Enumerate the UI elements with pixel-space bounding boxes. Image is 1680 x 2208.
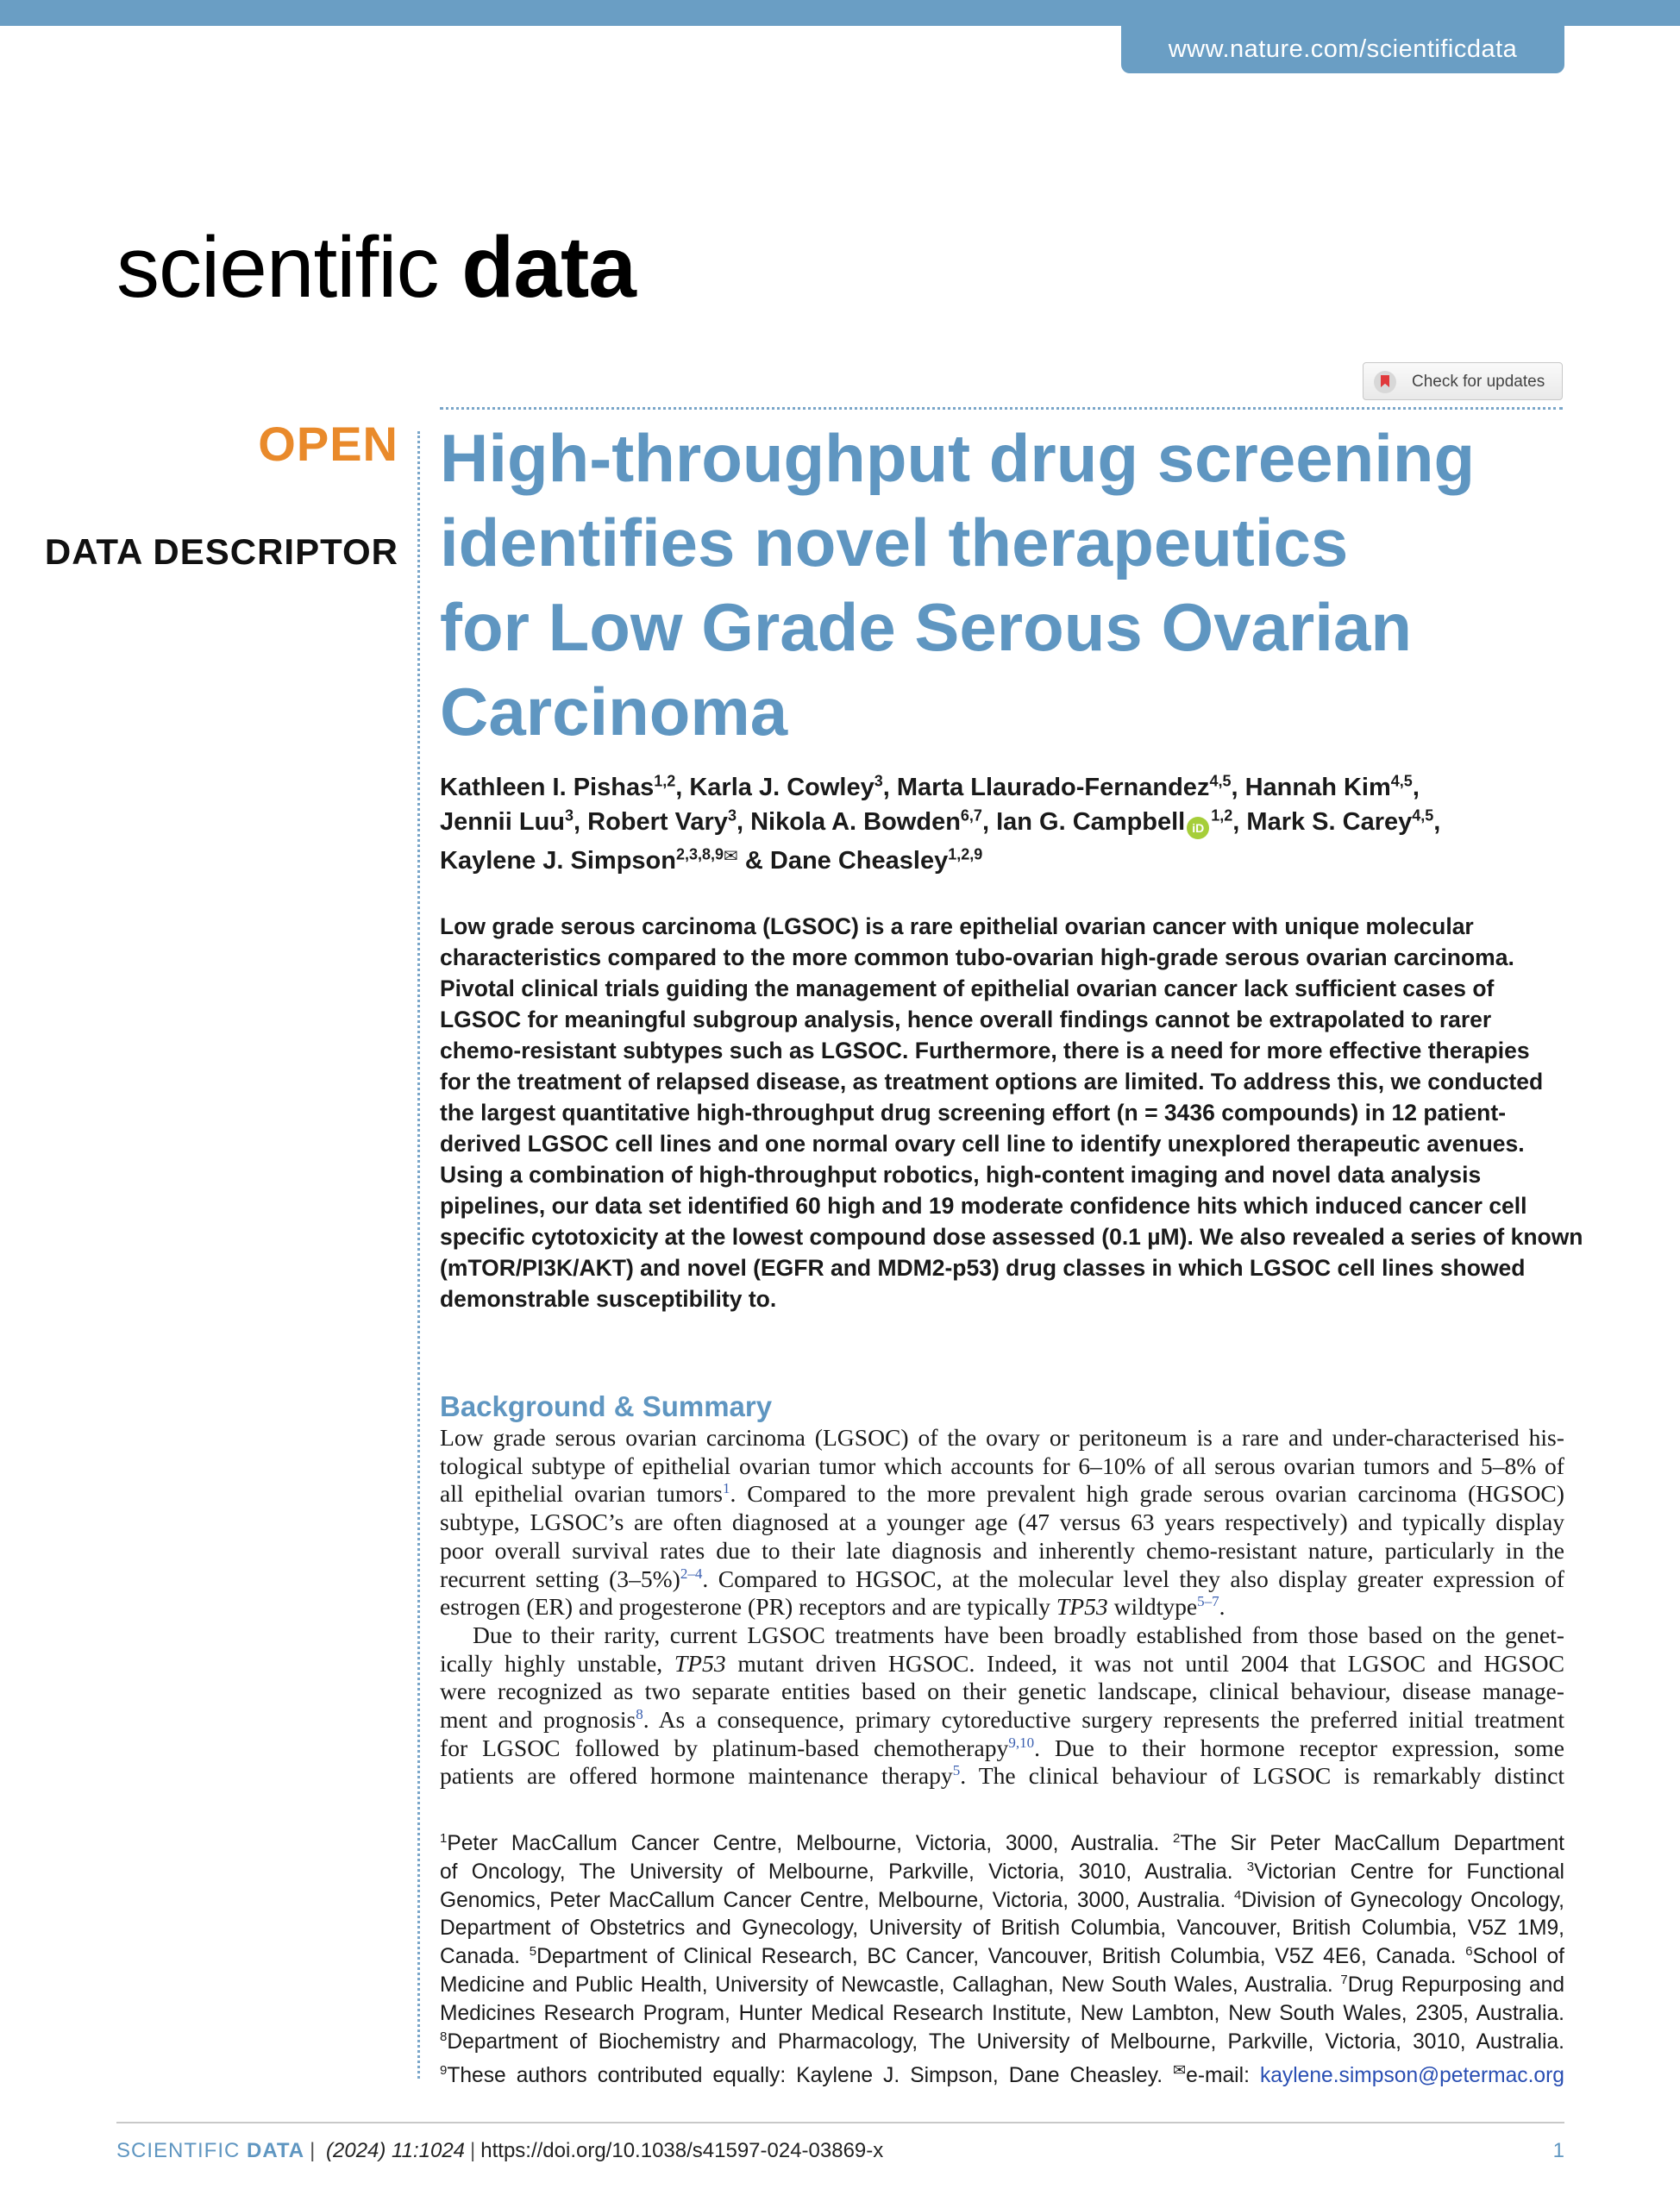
title-line: identifies novel therapeutics <box>440 505 1349 580</box>
author-name[interactable]: Kathleen I. Pishas <box>440 774 655 801</box>
body-line: subtype, LGSOC’s are often diagnosed at a younger age (47 versus 63 years respectively) and typically display <box>440 1509 1564 1536</box>
affiliations <box>440 1830 1564 2091</box>
body-line: Low grade serous ovarian carcinoma (LGSOC) of the ovary or peritoneum is a rare and under-characterised his- <box>440 1424 1564 1451</box>
check-for-updates-label: Check for updates <box>1412 373 1545 391</box>
footer: SCIENTIFIC DATA | (2024) 11:1024 | https://doi.org/10.1038/s41597-024-03869-x 1 <box>116 2136 1564 2166</box>
author-list <box>440 770 1578 878</box>
author-name[interactable]: Dane Cheasley <box>769 847 949 875</box>
citation-link[interactable]: 8 <box>636 1705 643 1722</box>
author-affil: 3 <box>874 772 883 790</box>
affil-line: of Oncology, The University of Melbourne, Parkville, Victoria, 3010, Australia. $^3$Victorian Centre for Functional <box>440 1859 1564 1884</box>
journal-url[interactable]: www.nature.com/scientificdata <box>1121 26 1564 73</box>
title-line: Carcinoma <box>440 674 788 750</box>
affil-line: Canada. $^5$Department of Clinical Research, BC Cancer, Vancouver, British Columbia, V5Z 4E6, Canada. $^6$School of <box>440 1944 1564 1969</box>
author-line: Kathleen I. Pishas$^{1,2}$, Karla J. Cowley$^3$, Marta Llaurado-Fernandez$^{4,5}$, Hannah Kim$^{4,5}$, <box>440 772 1420 801</box>
author-name[interactable]: Hannah Kim <box>1244 774 1391 801</box>
abstract <box>440 911 1583 1314</box>
email-link[interactable]: kaylene.simpson@petermac.org <box>1259 2064 1564 2088</box>
abstract-line: Using a combination of high-throughput robotics, high-content imaging and novel data analysis <box>440 1162 1482 1188</box>
author-name[interactable]: Nikola A. Bowden <box>750 808 961 836</box>
author-name[interactable]: Karla J. Cowley <box>689 774 874 801</box>
body-line: poor overall survival rates due to their late diagnosis and inherently chemo-resistant nature, particularly in the <box>440 1536 1564 1564</box>
body-line: tological subtype of epithelial ovarian tumor which accounts for 6–10% of all serous ovarian tumors and 5–8% of <box>440 1452 1564 1479</box>
abstract-line: specific cytotoxicity at the lowest compound dose assessed (0.1 µM). We also revealed a series of known <box>440 1224 1583 1250</box>
section-heading: Background & Summary <box>440 1390 773 1422</box>
journal-brand <box>116 216 636 319</box>
author-affil: 4,5 <box>1209 772 1232 790</box>
title-line: High-throughput drug screening <box>440 420 1476 496</box>
abstract-line: (mTOR/PI3K/AKT) and novel (EGFR and MDM2-p53) drug classes in which LGSOC cell lines showed <box>440 1255 1526 1281</box>
footer-rule <box>116 2122 1564 2123</box>
author-name[interactable]: Mark S. Carey <box>1246 808 1413 836</box>
abstract-line: pipelines, our data set identified 60 high and 19 moderate confidence hits which induced cancer cell <box>440 1193 1527 1219</box>
brand-bold: data <box>461 219 636 316</box>
body-line: ment and prognosis$^8$. As a consequence, primary cytoreductive surgery represents the preferred initial treatment <box>440 1705 1564 1734</box>
author-line: Jennii Luu$^3$, Robert Vary$^3$, Nikola A. Bowden$^{6,7}$, Ian G. Campbell iD$^{1,2}$, Mark S. Carey$^{4,5}$, <box>440 805 1578 839</box>
abstract-line: Pivotal clinical trials guiding the management of epithelial ovarian cancer lack sufficient cases of <box>440 975 1495 1001</box>
body-line: recurrent setting $(3-5\%)^{2-4}$. Compared to HGSOC, at the molecular level they also display greater expression of <box>440 1565 1564 1592</box>
citation-link[interactable]: 5 <box>952 1762 961 1779</box>
body-line: estrogen (ER) and progesterone (PR) receptors and are typically TP53 wildtype$^{5-7}$. <box>440 1593 1226 1621</box>
citation-link[interactable]: 9,10 <box>1008 1734 1035 1751</box>
abstract-line: characteristics compared to the more common tubo-ovarian high-grade serous ovarian carcinoma. <box>440 944 1514 970</box>
envelope-icon[interactable]: ✉ <box>724 847 738 866</box>
title-divider <box>440 407 1563 410</box>
abstract-line: chemo-resistant subtypes such as LGSOC. Furthermore, there is a need for more effective therapies <box>440 1038 1530 1063</box>
abstract-line: LGSOC for meaningful subgroup analysis, hence overall findings cannot be extrapolated to rarer <box>440 1007 1492 1032</box>
article-title <box>440 416 1578 754</box>
author-affil: 2,3,8,9 <box>676 845 724 863</box>
affil-line: $^1$Peter MacCallum Cancer Centre, Melbourne, Victoria, 3000, Australia. $^2$The Sir Peter MacCallum Department <box>440 1830 1564 1855</box>
abstract-line: derived LGSOC cell lines and one normal ovary cell line to identify unexplored therapeutic avenues. <box>440 1131 1525 1157</box>
citation-link[interactable]: 5–7 <box>1197 1593 1219 1610</box>
article-type: DATA DESCRIPTOR <box>44 531 398 572</box>
body-line: ically highly unstable, TP53 mutant driven HGSOC. Indeed, it was not until 2004 that LGSOC and HGSOC <box>440 1649 1564 1677</box>
author-affil: 1,2 <box>1211 806 1233 825</box>
affil-line: Genomics, Peter MacCallum Cancer Centre, Melbourne, Victoria, 3000, Australia. $^4$Division of Gynecology Oncology, <box>440 1887 1564 1912</box>
author-affil: 6,7 <box>960 806 982 825</box>
author-affil: 1,2,9 <box>948 845 983 863</box>
abstract-line: the largest quantitative high-throughput drug screening effort (n = 3436 compounds) in 12 patient- <box>440 1100 1507 1126</box>
orcid-icon[interactable]: iD <box>1187 817 1209 839</box>
author-name[interactable]: Kaylene J. Simpson <box>440 847 676 875</box>
top-bar <box>0 0 1680 26</box>
footer-journal: SCIENTIFIC DATA <box>116 2139 305 2162</box>
affil-line: Medicine and Public Health, University of Newcastle, Callaghan, New South Wales, Australia. $^7$Drug Repurposing and <box>440 1972 1564 1997</box>
citation-link[interactable]: 2–4 <box>680 1565 703 1582</box>
author-affil: 4,5 <box>1390 772 1413 790</box>
affil-line: $^8$Department of Biochemistry and Pharmacology, The University of Melbourne, Parkville, Victoria, 3010, Australia. <box>440 2029 1564 2054</box>
affil-line: Medicines Research Program, Hunter Medical Research Institute, New Lambton, New South Wales, 2305, Australia. <box>440 2001 1564 2025</box>
author-affil: 3 <box>727 806 737 825</box>
author-name[interactable]: Jennii Luu <box>440 808 565 836</box>
brand-light: scientific <box>116 219 439 316</box>
author-name[interactable]: Robert Vary <box>587 808 728 836</box>
title-line: for Low Grade Serous Ovarian <box>440 589 1412 665</box>
author-affil: 4,5 <box>1412 806 1434 825</box>
body-line: Due to their rarity, current LGSOC treatments have been broadly established from those based on the genet- <box>473 1621 1564 1648</box>
footer-doi[interactable]: https://doi.org/10.1038/s41597-024-03869-x <box>480 2139 884 2162</box>
affil-line: Department of Obstetrics and Gynecology, University of British Columbia, Vancouver, British Columbia, V5Z 1M9, <box>440 1916 1564 1941</box>
author-affil: 3 <box>565 806 574 825</box>
footer-citation: (2024) 11:1024 <box>326 2139 466 2162</box>
abstract-line: for the treatment of relapsed disease, as treatment options are limited. To address this, we conducted <box>440 1069 1544 1095</box>
abstract-line: Low grade serous carcinoma (LGSOC) is a rare epithelial ovarian cancer with unique molecular <box>440 913 1474 939</box>
crossmark-icon <box>1374 371 1396 393</box>
body-line: were recognized as two separate entities based on their genetic landscape, clinical behaviour, disease manage- <box>440 1678 1564 1705</box>
page-number: 1 <box>1552 2139 1564 2162</box>
check-for-updates-button[interactable] <box>1363 362 1563 400</box>
author-name[interactable]: Marta Llaurado-Fernandez <box>896 774 1210 801</box>
body-line: for LGSOC followed by platinum-based chemotherapy$^{9,10}$. Due to their hormone receptor expression, some <box>440 1734 1564 1761</box>
open-access-label: OPEN <box>258 417 398 471</box>
envelope-icon: ✉ <box>1173 2061 1187 2079</box>
author-line: Kaylene J. Simpson$^{2,3,8,9}$✉ & Dane Cheasley$^{1,2,9}$ <box>440 839 1578 878</box>
author-name[interactable]: Ian G. Campbell <box>996 808 1186 836</box>
body-line: patients are offered hormone maintenance therapy$^5$. The clinical behaviour of LGSOC is remarkably distinct <box>440 1762 1564 1790</box>
margin-divider <box>417 431 420 2079</box>
author-affil: 1,2 <box>654 772 676 790</box>
affil-line: $^9$These authors contributed equally: Kaylene J. Simpson, Dane Cheasley. ✉e-mail: kaylene.simpson@petermac.org <box>440 2061 1564 2088</box>
abstract-line: demonstrable susceptibility to. <box>440 1286 777 1312</box>
body-text <box>440 1424 1564 1791</box>
citation-link[interactable]: 1 <box>723 1480 730 1497</box>
body-line: all epithelial ovarian tumors$^1$. Compared to the more prevalent high grade serous ovarian carcinoma (HGSOC) <box>440 1480 1564 1508</box>
